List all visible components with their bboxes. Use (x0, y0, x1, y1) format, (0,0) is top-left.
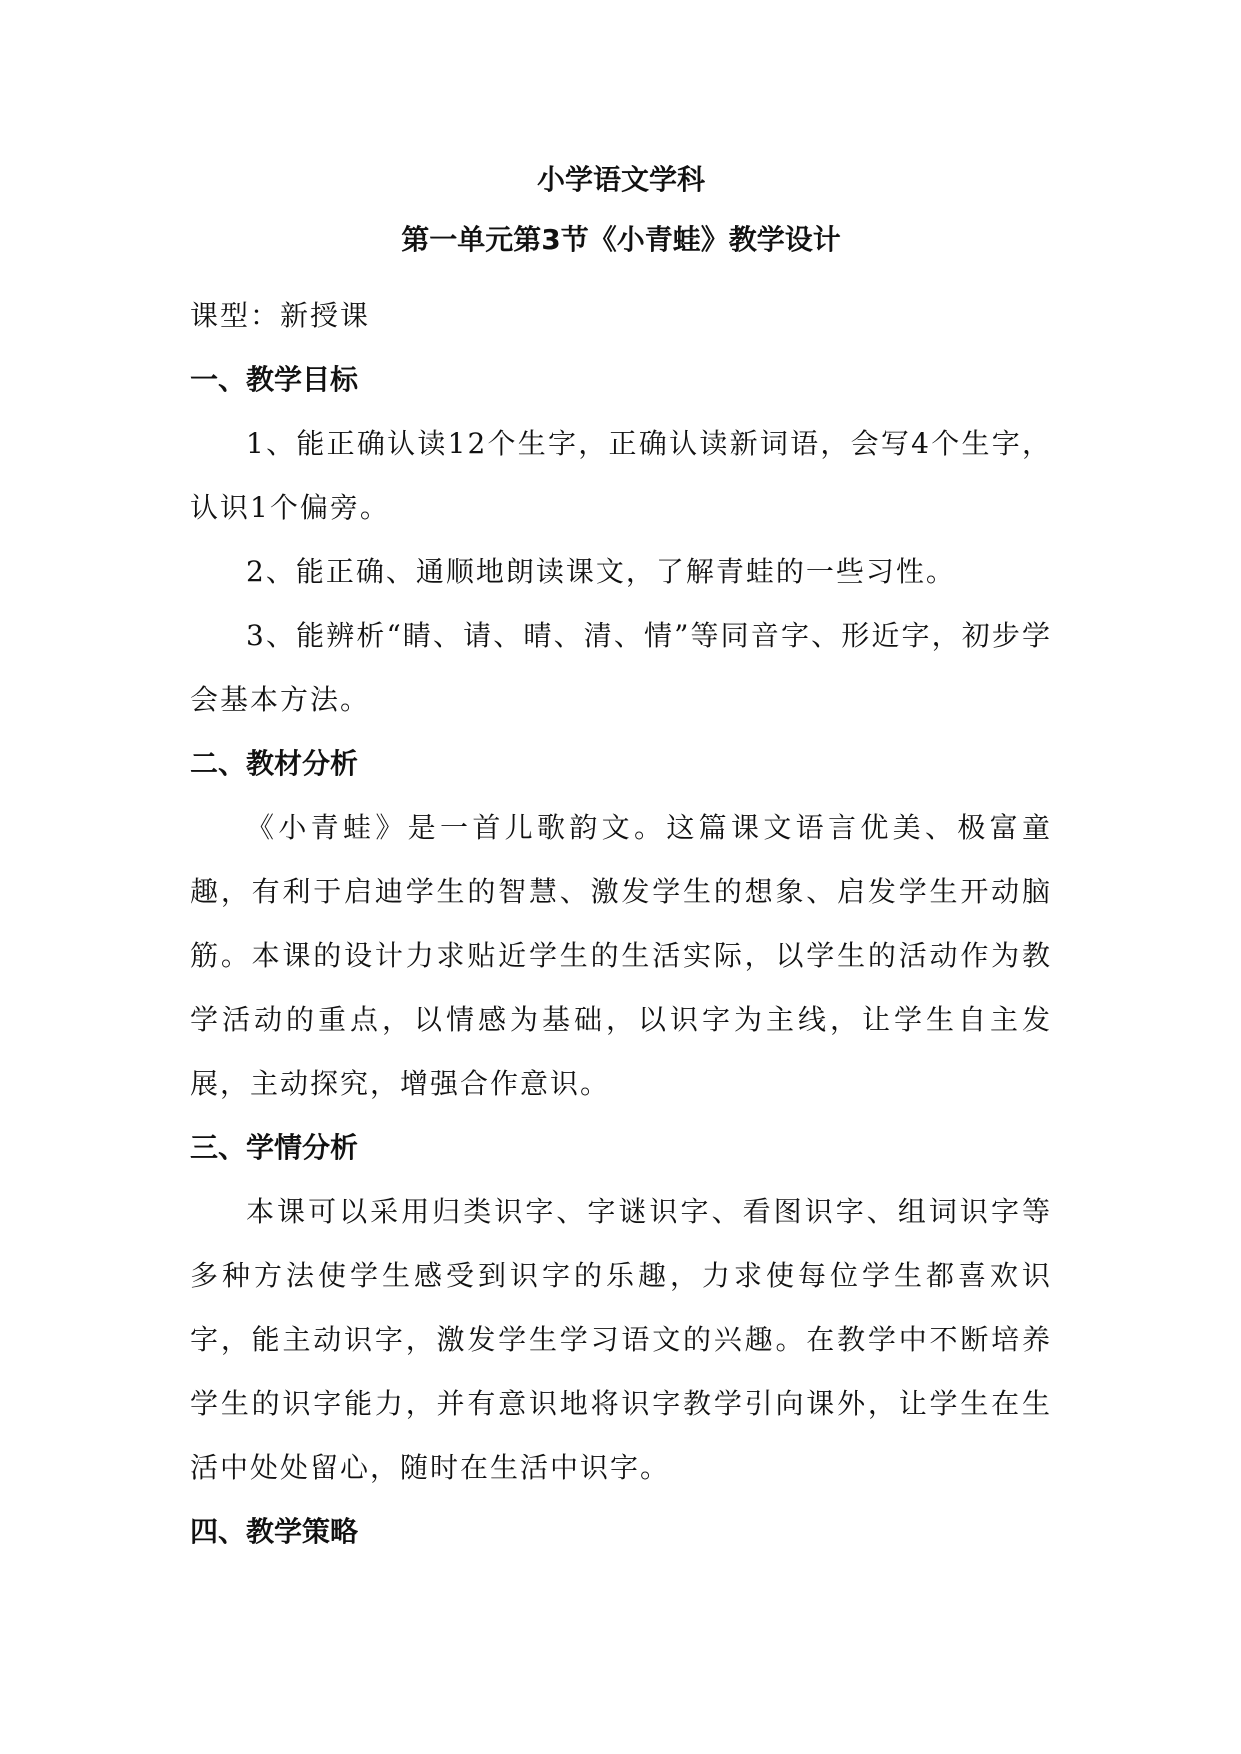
section-heading-objectives: 一、教学目标 (190, 363, 359, 396)
objective-1: 1、能正确认读12个生字，正确认读新词语，会写4个生字，认识1个偏旁。 (190, 427, 1052, 524)
lesson-type: 课型：新授课 (190, 299, 371, 332)
objective-3: 3、能辨析“睛、请、晴、清、情”等同音字、形近字，初步学会基本方法。 (190, 619, 1052, 716)
section-heading-material-analysis: 二、教材分析 (190, 747, 359, 780)
subject-title: 小学语文学科 (536, 163, 705, 196)
document-body (190, 160, 1052, 1564)
material-analysis-paragraph: 《小青蛙》是一首儿歌韵文。这篇课文语言优美、极富童趣，有利于启迪学生的智慧、激发学生的想象、启发学生开动脑筋。本课的设计力求贴近学生的生活实际，以学生的活动作为教学活动的重点，以情感为基础，以识字为主线，让学生自主发展，主动探究，增强合作意识。 (190, 811, 1052, 1100)
student-analysis-paragraph: 本课可以采用归类识字、字谜识字、看图识字、组词识字等多种方法使学生感受到识字的乐趣，力求使每位学生都喜欢识字，能主动识字，激发学生学习语文的兴趣。在教学中不断培养学生的识字能力，并有意识地将识字教学引向课外，让学生在生活中处处留心，随时在生活中识字。 (190, 1195, 1052, 1484)
objective-2: 2、能正确、通顺地朗读课文，了解青蛙的一些习性。 (246, 555, 956, 588)
lesson-title: 第一单元第3节《小青蛙》教学设计 (401, 223, 841, 256)
section-heading-teaching-strategy: 四、教学策略 (190, 1515, 359, 1548)
section-heading-student-analysis: 三、学情分析 (190, 1131, 359, 1164)
